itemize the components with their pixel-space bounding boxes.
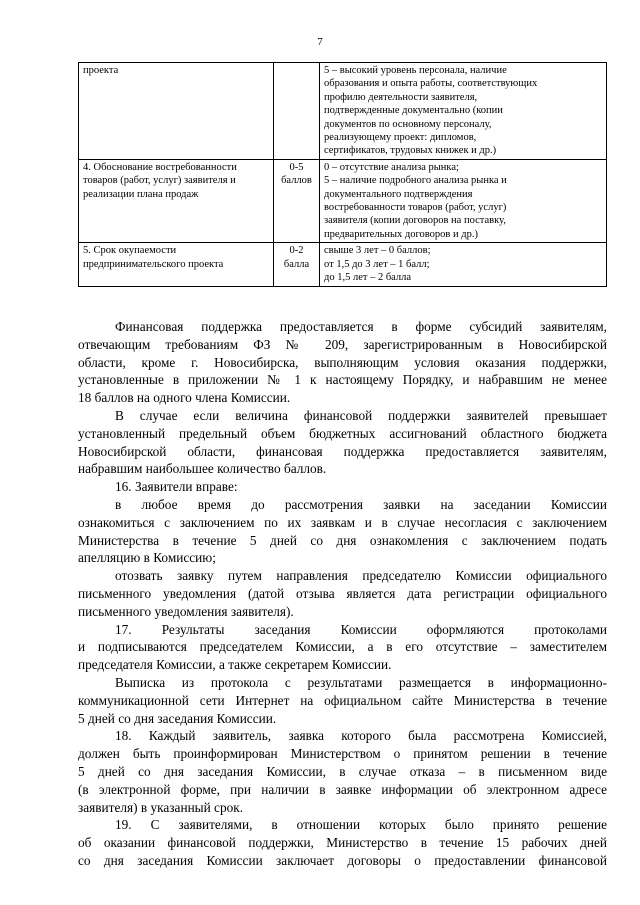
text-line: Выписка из протокола с результатами размещается в информационно- [115, 674, 607, 690]
text-line: 17. Результаты заседания Комиссии оформляются протоколами [115, 621, 607, 637]
text-line: области, кроме г. Новосибирска, выполняющим условия оказания поддержки, [78, 354, 607, 370]
text-line: 5 дней со дня заседания Комиссии. [78, 710, 277, 726]
cell-line: 0 – отсутствие анализа рынка; [324, 161, 459, 173]
cell-line: 5 – наличие подробного анализа рынка и [324, 175, 507, 187]
cell-line: 5. Срок окупаемости [83, 245, 177, 257]
text-line: отозвать заявку путем направления председателю Комиссии официального [115, 568, 607, 584]
text-line: 16. Заявители вправе: [115, 479, 238, 495]
cell-line: реализующему проект: дипломов, [324, 132, 477, 144]
cell-line: 0-5 [289, 161, 304, 173]
text-line: апелляцию в Комиссию; [78, 550, 216, 566]
cell-line: предпринимательского проекта [83, 258, 224, 270]
cell-line: документального подтверждения [324, 188, 473, 200]
text-line: В случае если величина финансовой поддержки заявителей превышает [115, 407, 607, 423]
text-line: в любое время до рассмотрения заявки на заседании Комиссии [115, 496, 607, 512]
description-cell [320, 243, 607, 286]
table-row [79, 243, 607, 286]
criterion-cell [79, 159, 274, 242]
text-line: ознакомиться с заключением по их заявкам и в случае несогласия с заключением [78, 514, 607, 530]
criteria-table [78, 62, 607, 287]
cell-line: заявителя (копии договоров на поставку, [324, 215, 506, 227]
text-line: набравшим наибольшее количество баллов. [78, 461, 327, 477]
cell-line: проекта [83, 65, 119, 76]
cell-line: образования и опыта работы, соответствующих [324, 78, 538, 90]
text-line: и подписываются председателем Комиссии, а в его отсутствие – заместителем [78, 639, 607, 655]
text-line: 18. Каждый заявитель, заявка которого была рассмотрена Комиссией, [115, 728, 607, 744]
text-line: заявителя) в указанный срок. [78, 799, 244, 815]
page-number: 7 [317, 36, 323, 48]
cell-line: документов по основному персоналу, [324, 118, 492, 130]
criterion-cell [79, 243, 274, 286]
text-line: со дня заседания Комиссии заключает договоры о предоставлении финансовой [78, 852, 607, 868]
text-line: Финансовая поддержка предоставляется в форме субсидий заявителям, [115, 319, 607, 334]
cell-line: свыше 3 лет – 0 баллов; [324, 245, 431, 257]
text-line: (в электронной форме, при наличии в заявке информации об электронном адресе [78, 781, 607, 797]
description-cell [320, 159, 607, 242]
criterion-cell [79, 63, 274, 160]
cell-line: предварительных договоров и др.) [324, 228, 478, 240]
points-cell [274, 63, 320, 160]
text-line: отвечающим требованиям ФЗ № 209, зарегистрированным в Новосибирской [78, 336, 607, 352]
text-line: Новосибирской области, финансовая поддержка предоставляется заявителям, [78, 443, 607, 459]
text-line: установленные в приложении № 1 к настоящему Порядку, и набравшим не менее [78, 372, 607, 388]
text-line: письменного уведомления (датой отзыва является дата регистрации официального [78, 585, 607, 601]
text-line: должен быть проинформирован Министерством о принятом решении в течение [78, 746, 607, 762]
table-row [79, 63, 607, 160]
cell-line: 5 – высокий уровень персонала, наличие [324, 65, 507, 76]
text-line: об оказании финансовой поддержки, Министерство в течение 15 рабочих дней [78, 835, 607, 851]
text-line: 18 баллов на одного члена Комиссии. [78, 390, 291, 406]
cell-line: 0-2 [289, 245, 304, 257]
cell-line: баллов [281, 175, 312, 187]
text-line: письменного уведомления заявителя). [78, 603, 294, 619]
points-cell [274, 159, 320, 242]
cell-line: востребованности товаров (работ, услуг) [324, 202, 507, 214]
cell-line: профилю деятельности заявителя, [324, 91, 478, 103]
text-line: установленный предельный объем бюджетных ассигнований областного бюджета [78, 425, 607, 441]
cell-line: до 1,5 лет – 2 балла [324, 272, 412, 284]
cell-line: товаров (работ, услуг) заявителя и [83, 175, 236, 187]
cell-line: балла [283, 258, 310, 270]
table-row [79, 159, 607, 242]
cell-line: 4. Обоснование востребованности [83, 161, 237, 173]
text-line: Министерства в течение 5 дней со дня ознакомления с заключением подать [78, 532, 607, 548]
text-line: коммуникационной сети Интернет на официальном сайте Министерства в течение [78, 692, 607, 708]
cell-line: сертификатов, трудовых книжек и др.) [324, 145, 497, 157]
text-line: председателя Комиссии, а также секретарем Комиссии. [78, 657, 392, 673]
cell-line: подтвержденные документально (копии [324, 105, 503, 117]
cell-line: от 1,5 до 3 лет – 1 балл; [324, 258, 430, 270]
points-cell [274, 243, 320, 286]
text-line: 19. С заявителями, в отношении которых было принято решение [115, 817, 607, 833]
body-text [78, 318, 607, 870]
text-line: 5 дней со дня заседания Комиссии, в случае отказа – в письменном виде [78, 763, 607, 779]
description-cell [320, 63, 607, 160]
cell-line: реализации плана продаж [83, 188, 199, 200]
